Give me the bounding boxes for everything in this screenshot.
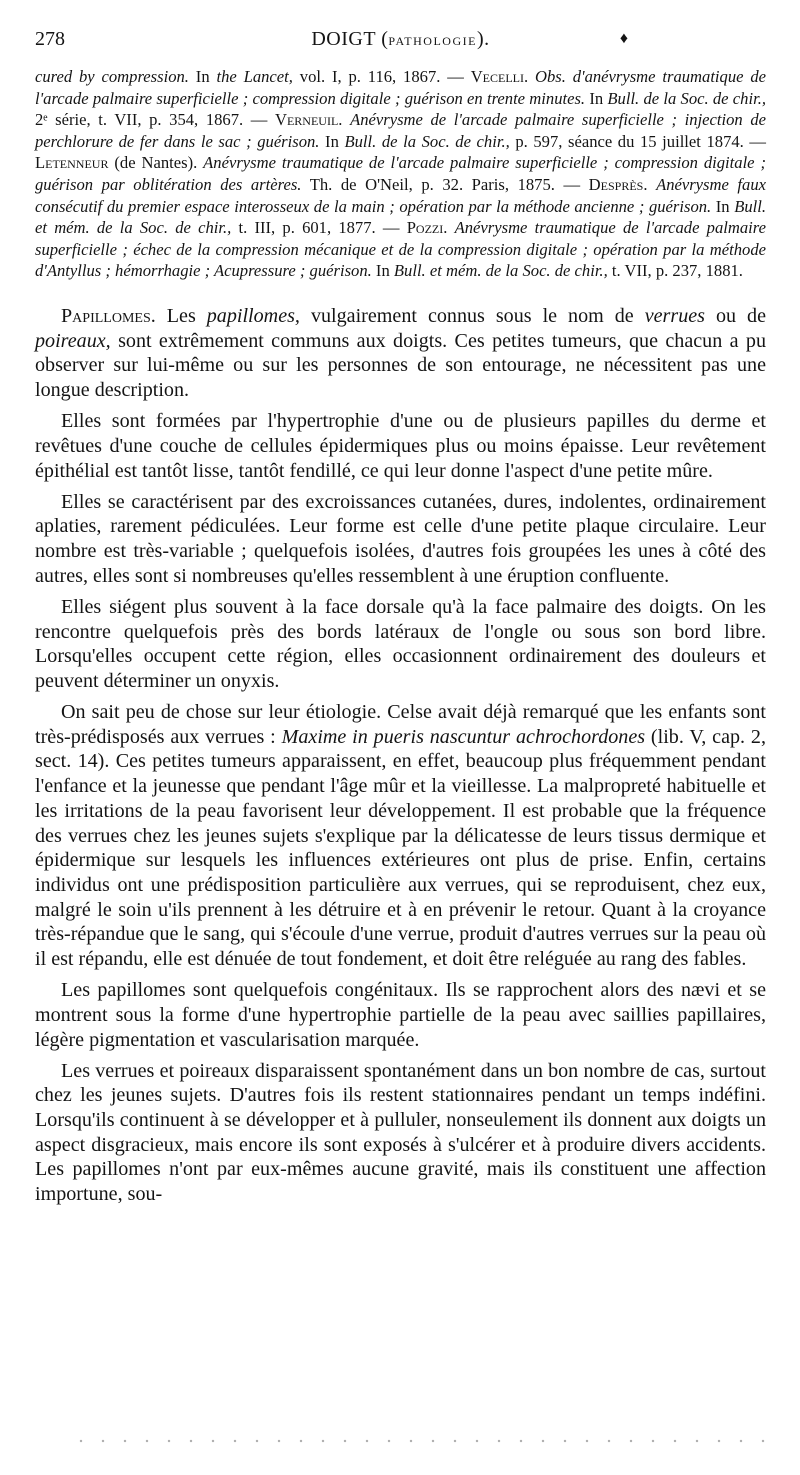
- note-segment: [647, 175, 656, 194]
- note-title: Anévrysme faux consécutif du premier espace interosseux de la main ; opération par la méthode ancienne ; guérison.: [35, 174, 766, 216]
- note-segment: the Lancet,: [216, 67, 293, 86]
- term-italic: verrues: [644, 304, 705, 327]
- note-segment: In: [585, 88, 608, 108]
- section-heading: Papillomes.: [61, 304, 156, 327]
- paragraph-characteristics: Elles se caractérisent par des excroissances cutanées, dures, indolentes, ordinairement aplaties, rarement pédiculées. Leur forme est celle d'une petite plaque circulaire. Leur nombre est très-variable ; quelquefois isolées, d'autres fois groupées les unes à côté des autres, elles sont si nombreuses qu'elles ressemblent à une éruption confluente.: [35, 490, 766, 587]
- text-run: On sait peu de chose sur leur étiologie. Celse avait déjà remarqué que les enfants sont très-prédisposés aux verrues :: [35, 701, 766, 748]
- note-source: Bull. de la Soc. de chir.,: [607, 88, 766, 108]
- note-segment: [342, 110, 350, 129]
- latin-quote: Maxime in pueris nascuntur achrochordones: [281, 725, 646, 748]
- note-source: Bull. de la Soc. de chir.,: [344, 131, 510, 151]
- note-segment: In: [371, 261, 394, 281]
- bibliography-notes: [35, 66, 766, 282]
- main-text: [35, 304, 766, 1207]
- note-segment: vol. I, p. 116, 1867. —: [292, 67, 471, 86]
- note-segment: cured by compression.: [35, 67, 189, 86]
- note-segment: Th. de O'Neil, p. 32. Paris, 1875. —: [301, 174, 589, 194]
- note-author: Pozzi.: [406, 218, 448, 238]
- note-segment: (de Nantes).: [108, 153, 204, 173]
- note-segment: p. 597, séance du 15 juillet 1874. —: [509, 131, 766, 151]
- note-segment: [528, 67, 535, 86]
- paragraph-congenital: Les papillomes sont quelquefois congénitaux. Ils se rapprochent alors des nævi et se montrent sous la forme d'une hypertrophie partielle de la peau avec saillies papillaires, légère pigmentation et vascularisation marquée.: [35, 979, 766, 1051]
- term-italic: papillomes,: [206, 304, 300, 327]
- note-segment: In: [188, 67, 217, 86]
- note-title: Anévrysme traumatique de l'arcade palmaire superficielle ; compression digitale ; guérison par oblitération des artères.: [35, 153, 766, 194]
- note-source: Bull. et mém. de la Soc. de chir.,: [35, 196, 766, 238]
- note-segment: t. III, p. 601, 1877. —: [231, 218, 407, 238]
- title-paren-close: ).: [476, 28, 490, 50]
- page: [35, 28, 766, 1213]
- note-segment: 2ᵉ série, t. VII, p. 354, 1867. —: [35, 110, 275, 130]
- note-segment: In: [711, 196, 735, 216]
- note-title: Anévrysme de l'arcade palmaire superficielle ; injection de perchlorure de fer dans le sac ; guérison.: [35, 110, 767, 151]
- note-segment: t. VII, p. 237, 1881.: [607, 261, 743, 281]
- text-run: (lib. V, cap. 2, sect. 14). Ces petites tumeurs apparaissent, en effet, beaucoup plus fréquemment pendant l'enfance et la jeunesse que pendant l'âge mûr et la vieillesse. La malpropreté habituelle et les irritations de la peau favorisent leur développement. Il est probable que la fréquence des verrues chez les jeunes sujets s'explique par la délicatesse de leurs tissus dermique et épidermique sur lesquels les influences extérieures ont plus de prise. Enfin, certains individus ont une prédisposition particulière aux verrues, qui se reproduisent, chez eux, malgré le soin u'ils prennent à les détruire et à en prévenir le retour. Quant à la croyance très-répandue que le sang, qui s'écoule d'une verrue, produit d'autres verrues sur la peau où il est répandu, elle est dénuée de tout fondement, et doit être reléguée au rang des fables.: [35, 725, 766, 971]
- note-author: Verneuil.: [274, 110, 343, 130]
- paragraph-location: Elles siégent plus souvent à la face dorsale qu'à la face palmaire des doigts. On les rencontre quelquefois près des bords latéraux de l'ongle ou sous son bord libre. Lorsqu'elles occupent cette région, elles occasionnent ordinairement des douleurs et peuvent déterminer un onyxis.: [35, 595, 766, 692]
- paragraph-structure: Elles sont formées par l'hypertrophie d'une ou de plusieurs papilles du derme et revêtues d'une couche de cellules épidermiques plus ou moins épaisse. Leur revêtement épithélial est tantôt lisse, tantôt fendillé, ce qui leur donne l'aspect d'une petite mûre.: [35, 410, 766, 482]
- title-paren-open: (: [375, 28, 389, 50]
- note-segment: In: [319, 131, 345, 151]
- running-header: [35, 28, 766, 58]
- note-author: Desprès.: [588, 174, 648, 194]
- text-run: vulgairement connus sous le nom de: [299, 304, 645, 327]
- running-title: [35, 28, 766, 51]
- title-main: DOIGT: [311, 28, 376, 50]
- term-italic: poireaux,: [35, 329, 111, 352]
- paragraph-etiology: [35, 700, 766, 972]
- text-run: Les: [155, 304, 207, 327]
- page-number: 278: [35, 28, 65, 50]
- paragraph-evolution: Les verrues et poireaux disparaissent spontanément dans un bon nombre de cas, surtout chez les jeunes sujets. D'autres fois ils restent stationnaires pendant un temps indéfini. Lorsqu'ils continuent à se développer et à pulluler, nonseulement ils donnent aux doigts un aspect disgracieux, mais encore ils sont exposés à s'ulcérer et à produire divers accidents. Les papillomes n'ont par eux-mêmes aucune gravité, mais ils constituent une affection importune, sou-: [35, 1059, 766, 1206]
- note-author: Vecelli.: [470, 67, 529, 86]
- note-segment: [447, 218, 454, 237]
- note-title: Obs. d'anévrysme traumatique de l'arcade palmaire superficielle ; compression digitale ; guérison en trente minutes.: [35, 67, 767, 108]
- note-title: Anévrysme traumatique de l'arcade palmaire superficielle ; échec de la compression mécanique et de la compression digitale ; opération par la méthode d'Antyllus ; hémorrhagie ; Acupressure ; guérison.: [35, 218, 766, 281]
- text-run: ou de: [704, 304, 767, 327]
- text-run: sont extrêmement communs aux doigts. Ces petites tumeurs, que chacun a pu observer sur lui-même ou sur les personnes de son entourage, ne nécessitent pas une longue description.: [35, 329, 766, 402]
- title-sub: pathologie: [388, 30, 477, 49]
- note-source: Bull. et mém. de la Soc. de chir.,: [393, 261, 608, 281]
- footer-print-marks: [70, 1438, 770, 1444]
- note-author: Letenneur: [35, 153, 109, 173]
- header-mark: ♦: [619, 30, 628, 47]
- paragraph-papillomes-intro: [35, 304, 766, 403]
